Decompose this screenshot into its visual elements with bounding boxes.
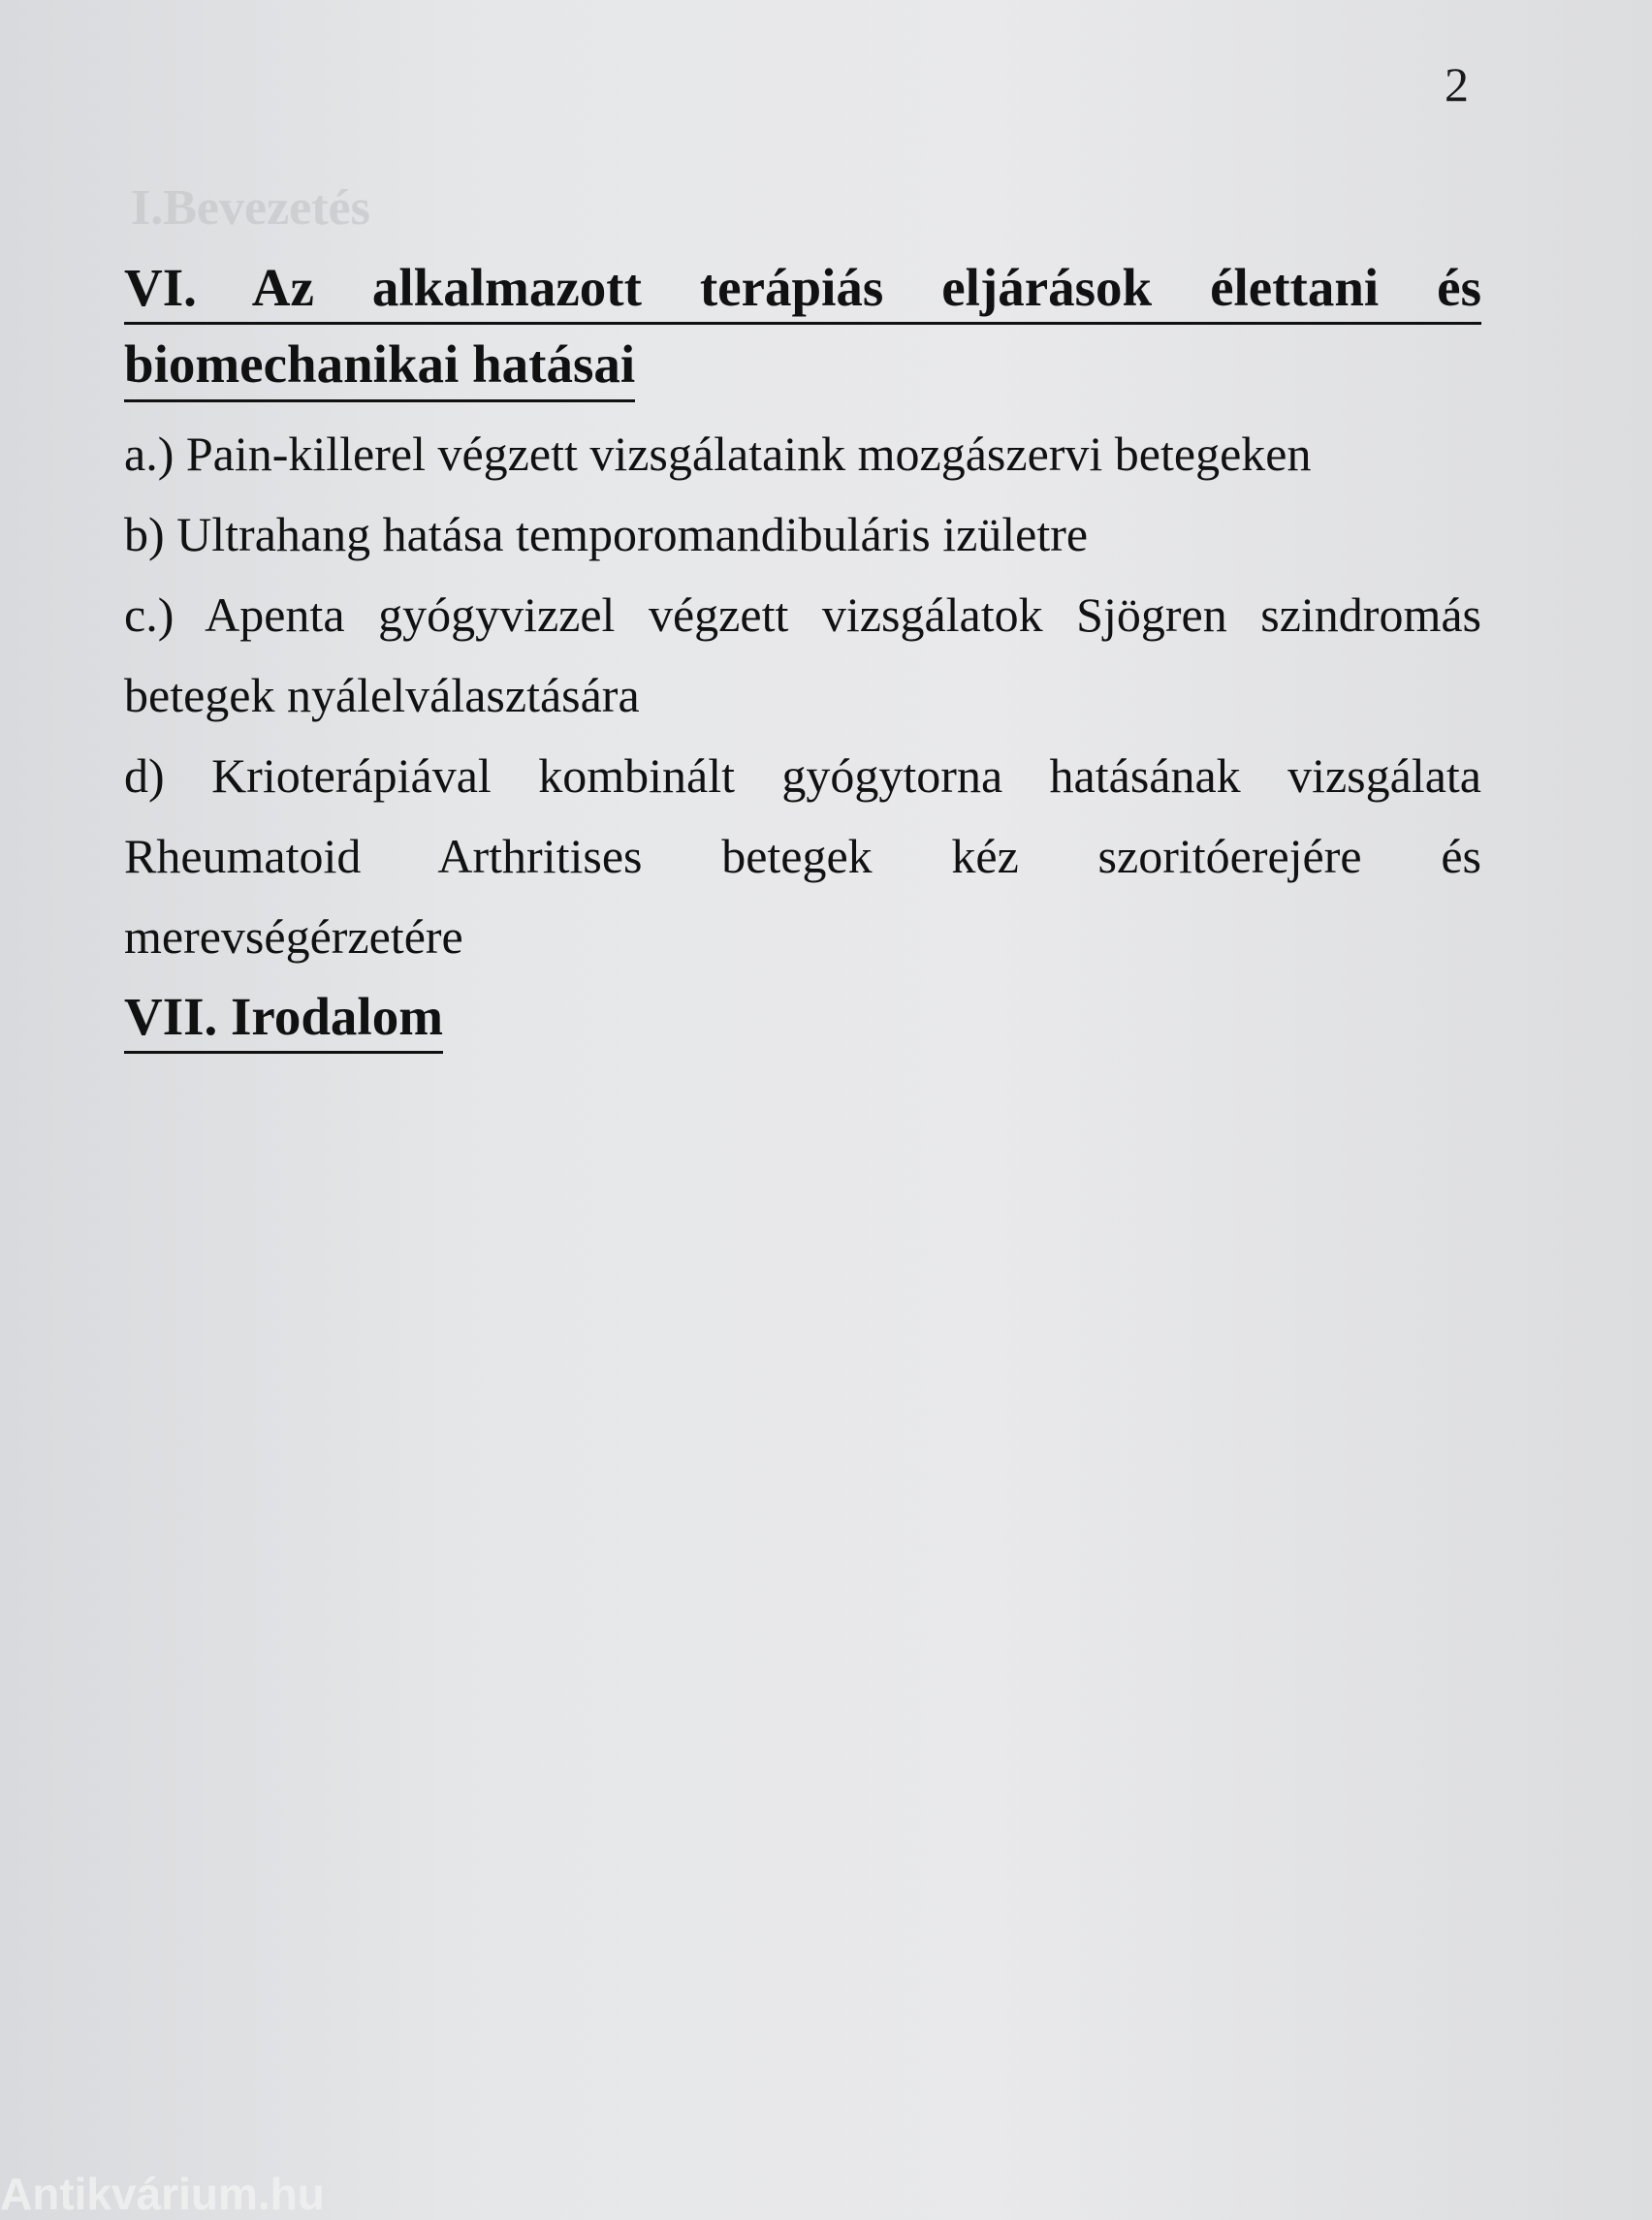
document-body bbox=[124, 254, 1481, 1054]
show-through-heading: I.Bevezetés bbox=[131, 180, 370, 236]
section-vii-heading: VII. Irodalom bbox=[124, 983, 443, 1054]
section-vi-heading bbox=[124, 254, 1481, 404]
list-item-c-line1: c.) Apenta gyógyvizzel végzett vizsgálatok Sjögren szindromás bbox=[124, 587, 1481, 642]
section-vi-list bbox=[124, 414, 1481, 977]
page-number: 2 bbox=[1445, 57, 1469, 111]
watermark: Antikvárium.hu bbox=[0, 2169, 325, 2219]
list-item-b: b) Ultrahang hatása temporomandibuláris izületre bbox=[124, 507, 1089, 561]
list-item-c-line2: betegek nyálelválasztására bbox=[124, 668, 640, 722]
section-vi-title-line2: biomechanikai hatásai bbox=[124, 330, 635, 402]
list-item-a: a.) Pain-killerel végzett vizsgálataink mozgászervi betegeken bbox=[124, 427, 1312, 481]
list-item-d-line2: Rheumatoid Arthritises betegek kéz szoritóerejére és bbox=[124, 829, 1481, 883]
list-item-d-line1: d) Krioterápiával kombinált gyógytorna hatásának vizsgálata bbox=[124, 748, 1481, 803]
list-item-d bbox=[124, 736, 1481, 977]
list-item-d-line3: merevségérzetére bbox=[124, 909, 463, 964]
list-item-c bbox=[124, 575, 1481, 736]
section-vi-title-line1: VI. Az alkalmazott terápiás eljárások élettani és bbox=[124, 254, 1481, 325]
